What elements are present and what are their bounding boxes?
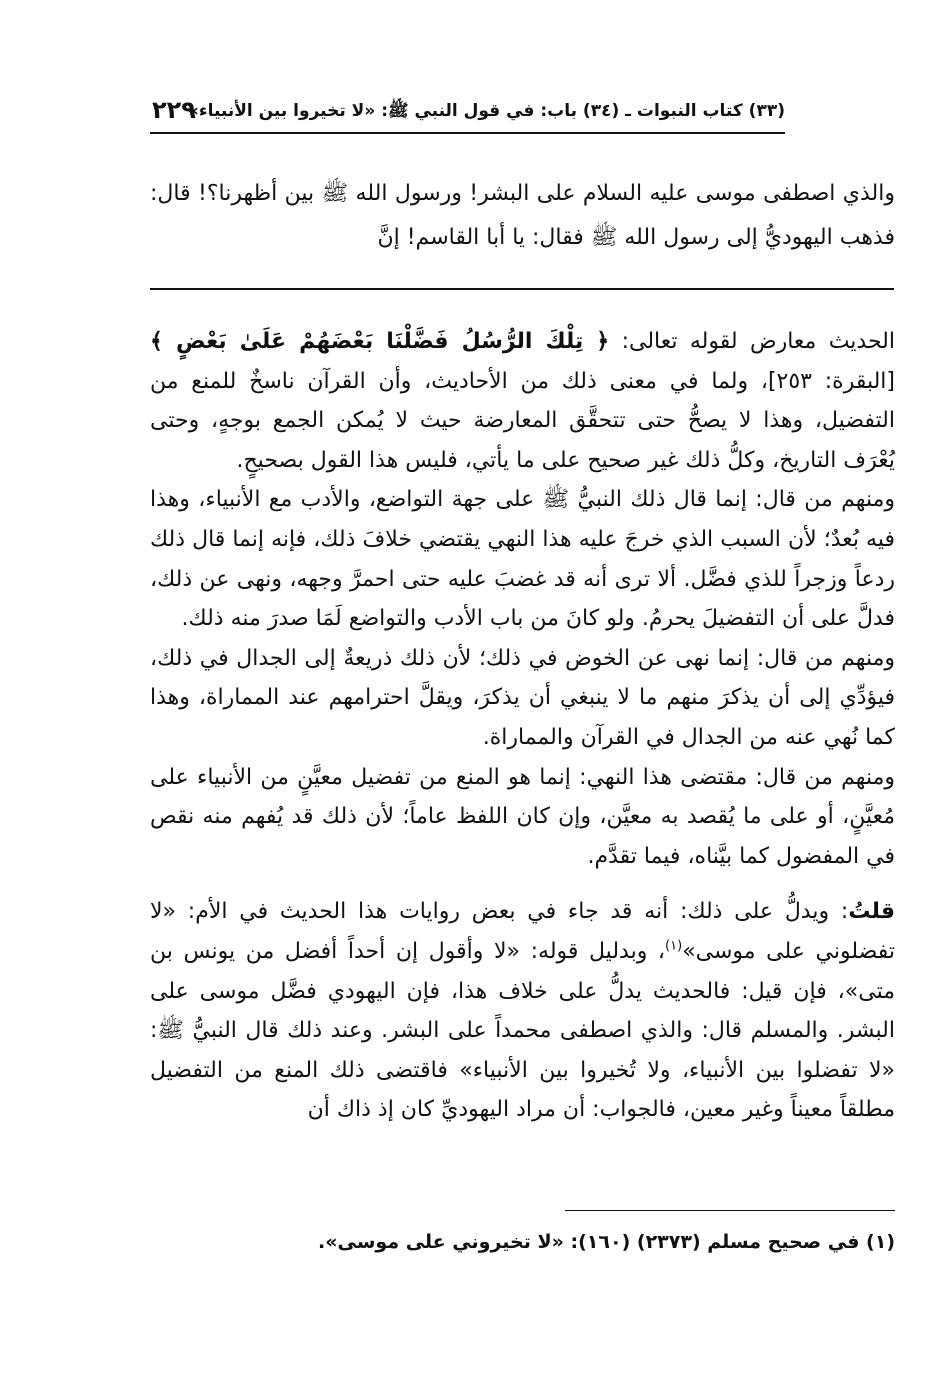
paragraph-body: : ويدلُّ على ذلك: أنه قد جاء في بعض روايات هذا الحديث في الأم: «لا تفضلوني على موسى» [150, 899, 895, 964]
section-separator [150, 288, 894, 290]
commentary-paragraph-5 [150, 892, 895, 1130]
footnote: (١) في صحيح مسلم (٢٣٧٣) (١٦٠): «لا تخيروني على موسى». [318, 1231, 895, 1253]
commentary-text [150, 322, 895, 1130]
quran-verse: ﴿ تِلْكَ الرُّسُلُ فَضَّلْنَا بَعْضَهُمْ عَلَىٰ بَعْضٍ ﴾ [150, 329, 610, 354]
commentary-paragraph-3: ومنهم من قال: إنما نهى عن الخوض في ذلك؛ لأن ذلك ذريعةٌ إلى الجدال في ذلك، فيؤدِّي إلى أن يذكرَ منهم ما لا ينبغي أن يذكرَ، ويقلَّ احترامهم عند المماراة، وهذا كما نُهي عنه من الجدال في القرآن والمماراة. [150, 645, 895, 750]
footnote-marker[interactable]: (١) [665, 938, 683, 954]
paragraph-body: ، وبدليل قوله: «لا وأقول إن أحداً أفضل من يونس بن متى»، فإن قيل: فالحديث يدلُّ على خلاف هذا، فإن اليهودي فضَّل موسى على البشر. والمسلم قال: والذي اصطفى محمداً على البشر. وعند ذلك قال النبيُّ ﷺ: «لا تفضلوا بين الأنبياء، ولا تُخيروا بين الأنبياء» فاقتضى ذلك المنع من التفضيل مطلقاً معيناً وغير معين، فالجواب: أن مراد اليهوديِّ كان إذ ذاك أن [150, 938, 895, 1123]
page-number: ٢٢٩ [152, 96, 196, 124]
running-title: (٣٣) كتاب النبوات ـ (٣٤) باب: في قول النبي ﷺ: «لا تخيروا بين الأنبياء» [187, 101, 785, 121]
paragraph-lead: الحديث معارض لقوله تعالى: [609, 329, 895, 354]
paragraph-body: [البقرة: ٢٥٣]، ولما في معنى ذلك من الأحاديث، وأن القرآن ناسخٌ للمنع من التفضيل، وهذا لا يصحُّ حتى تتحقَّق المعارضة حيث لا يُمكن الجمع بوجهٍ، وحتى يُعْرَف التاريخ، وكلُّ ذلك غير صحيح على ما يأتي، فليس هذا القول بصحيحٍ. [150, 368, 895, 473]
commentary-paragraph-4: ومنهم من قال: مقتضى هذا النهي: إنما هو المنع من تفضيل معيَّنٍ من الأنبياء على مُعيَّنٍ، أو على ما يُقصد به معيَّن، وإن كان اللفظ عاماً؛ لأن ذلك قد يُفهم منه نقص في المفضول كما بيَّناه، فيما تقدَّم. [150, 764, 895, 869]
commentary-paragraph-1 [150, 322, 895, 480]
footnote-rule [565, 1210, 895, 1211]
commentary-paragraph-2: ومنهم من قال: إنما قال ذلك النبيُّ ﷺ على جهة التواضع، والأدب مع الأنبياء، وهذا فيه بُعدٌ؛ لأن السبب الذي خرجَ عليه هذا النهي يقتضي خلافَ ذلك، فإنه إنما قال ذلك ردعاً وزجراً للذي فضَّل. ألا ترى أنه قد غضبَ عليه حتى احمرَّ وجهه، ونهى عن ذلك، فدلَّ على أن التفضيلَ يحرمُ. ولو كانَ من باب الأدب والتواضع لَمَا صدرَ منه ذلك. [150, 487, 895, 632]
running-header [150, 96, 785, 134]
paragraph-lead: قلتُ [848, 899, 895, 925]
hadith-text [150, 172, 895, 260]
hadith-paragraph: والذي اصطفى موسى عليه السلام على البشر! ورسول الله ﷺ بين أظهرنا؟! قال: فذهب اليهوديُّ إلى رسول الله ﷺ فقال: يا أبا القاسم! إنَّ [150, 181, 895, 250]
